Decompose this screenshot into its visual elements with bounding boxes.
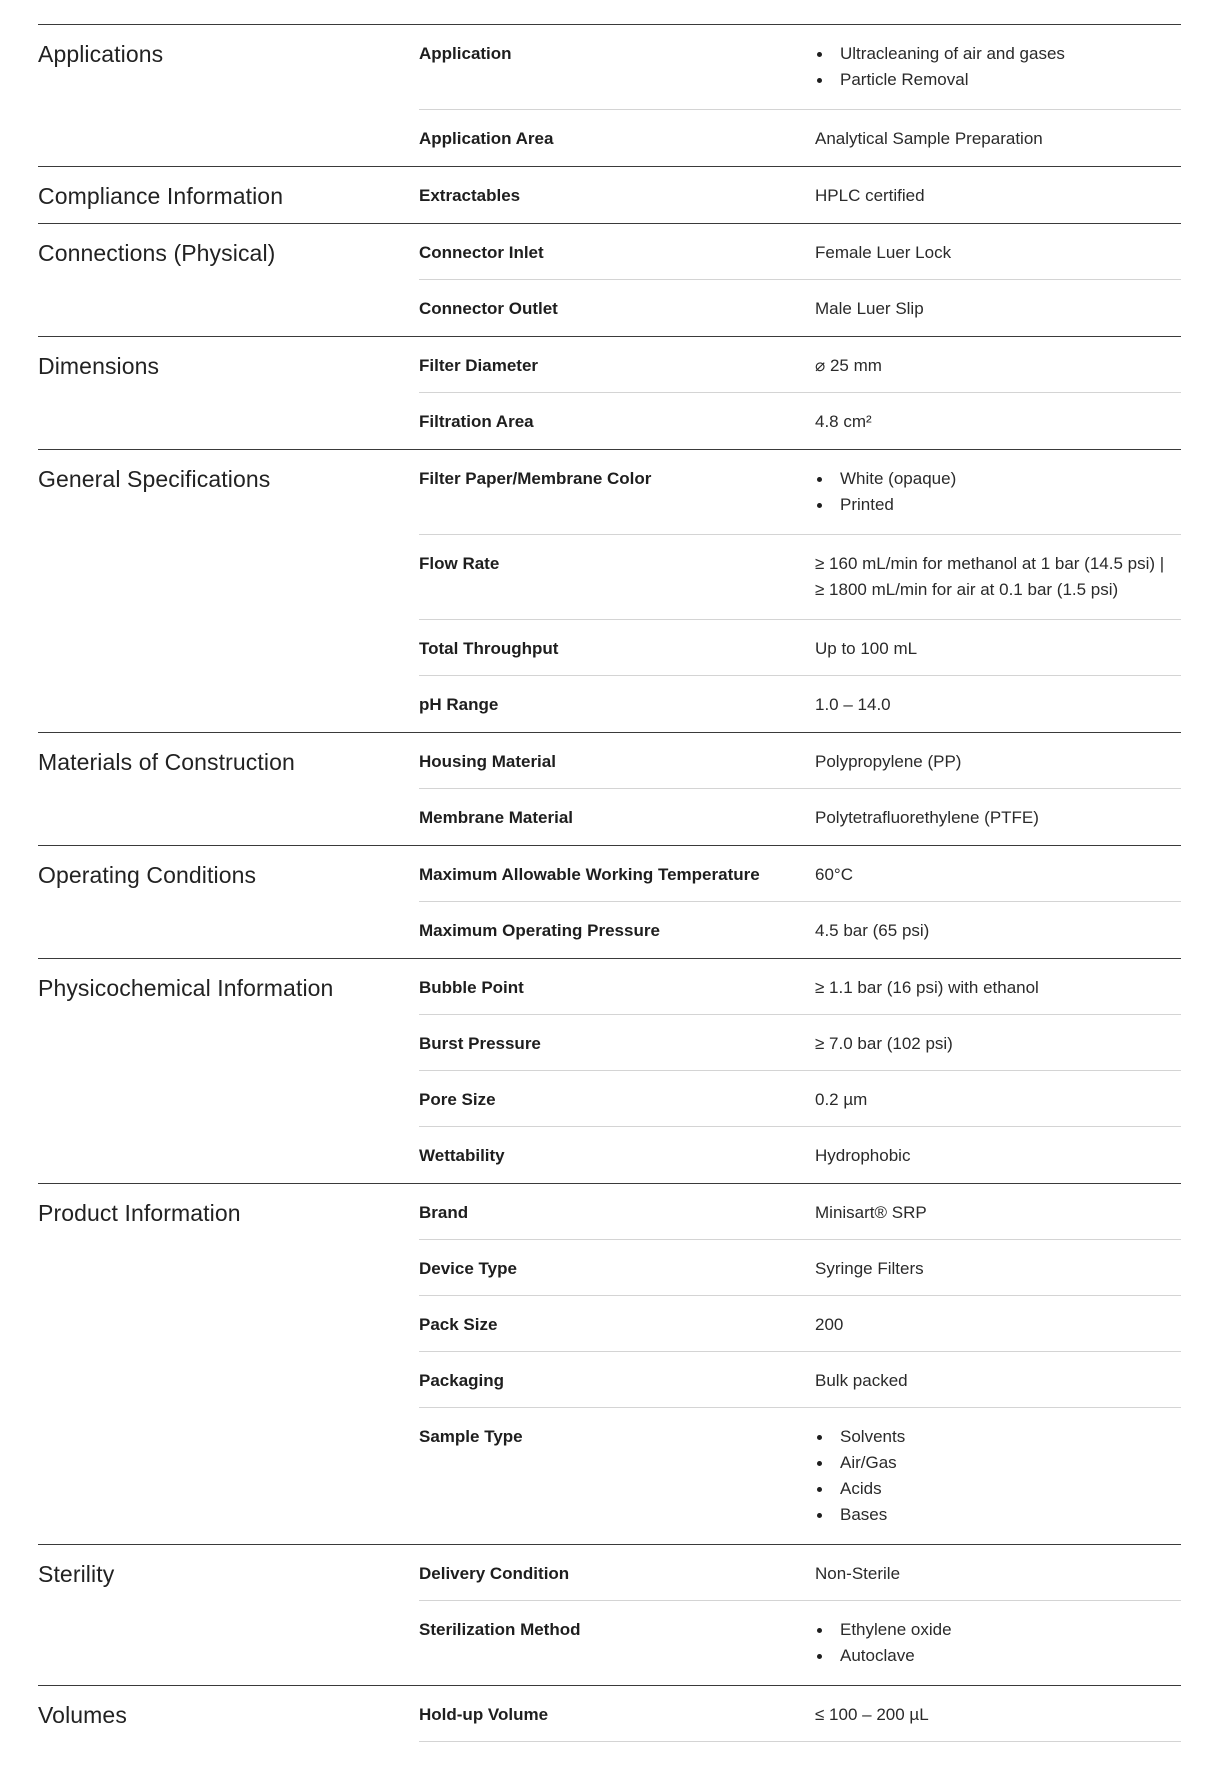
spec-value-list-item: Autoclave: [815, 1643, 1181, 1669]
spec-label: Extractables: [419, 186, 521, 205]
section-title: Dimensions: [38, 353, 160, 379]
section-rows: [419, 25, 1181, 166]
section-title: Compliance Information: [38, 183, 284, 209]
spec-value: Polypropylene (PP): [815, 752, 962, 771]
spec-value: Hydrophobic: [815, 1146, 911, 1165]
section-rows: [419, 337, 1181, 449]
spec-label: Wettability: [419, 1146, 505, 1165]
section-rows: [419, 450, 1181, 732]
spec-value-list-item: Ethylene oxide: [815, 1617, 1181, 1643]
spec-row-pack-size: [419, 1296, 1181, 1352]
spec-row-connector-outlet: [419, 280, 1181, 336]
spec-section-applications: [38, 25, 1181, 167]
spec-row-filter-paper-membrane-color: [419, 450, 1181, 535]
section-title: Connections (Physical): [38, 240, 276, 266]
spec-row-wettability: [419, 1127, 1181, 1183]
spec-label: Device Type: [419, 1259, 517, 1278]
spec-row-extractables: [419, 167, 1181, 223]
section-title: Product Information: [38, 1200, 241, 1226]
section-title: Applications: [38, 41, 164, 67]
spec-value: Male Luer Slip: [815, 299, 924, 318]
spec-value: ≥ 1.1 bar (16 psi) with ethanol: [815, 978, 1039, 997]
spec-row-burst-pressure: [419, 1015, 1181, 1071]
spec-value: 1.0 – 14.0: [815, 695, 891, 714]
spec-value-line: ≥ 160 mL/min for methanol at 1 bar (14.5 psi) |: [815, 554, 1165, 573]
spec-row-application: [419, 25, 1181, 110]
spec-value: Polytetrafluorethylene (PTFE): [815, 808, 1039, 827]
spec-value-list-item: Particle Removal: [815, 67, 1181, 93]
spec-label: Filter Paper/Membrane Color: [419, 469, 652, 488]
spec-row-maximum-operating-pressure: [419, 902, 1181, 958]
spec-value: 60°C: [815, 865, 853, 884]
spec-value: Syringe Filters: [815, 1259, 924, 1278]
spec-section-product-information: [38, 1184, 1181, 1545]
spec-section-volumes: [38, 1686, 1181, 1742]
section-rows: [419, 959, 1181, 1183]
spec-value-list: [815, 466, 1181, 518]
spec-value-list-item: Printed: [815, 492, 1181, 518]
spec-label: Connector Outlet: [419, 299, 558, 318]
spec-value: Bulk packed: [815, 1371, 908, 1390]
spec-value-list-item: Ultracleaning of air and gases: [815, 41, 1181, 67]
spec-value-list: [815, 1617, 1181, 1669]
spec-row-pore-size: [419, 1071, 1181, 1127]
spec-section-materials-of-construction: [38, 733, 1181, 846]
spec-label: Application Area: [419, 129, 554, 148]
section-rows: [419, 224, 1181, 336]
spec-label: Pack Size: [419, 1315, 498, 1334]
spec-label: Maximum Allowable Working Temperature: [419, 865, 760, 884]
spec-value: HPLC certified: [815, 186, 925, 205]
section-rows: [419, 733, 1181, 845]
section-rows: [419, 1545, 1181, 1685]
spec-label: Total Throughput: [419, 639, 559, 658]
spec-row-device-type: [419, 1240, 1181, 1296]
section-rows: [419, 1686, 1181, 1742]
section-rows: [419, 167, 1181, 223]
spec-label: Maximum Operating Pressure: [419, 921, 660, 940]
spec-label: Connector Inlet: [419, 243, 544, 262]
spec-label: Burst Pressure: [419, 1034, 541, 1053]
spec-section-dimensions: [38, 337, 1181, 450]
spec-row-sample-type: [419, 1408, 1181, 1544]
section-rows: [419, 1184, 1181, 1544]
spec-value: Non-Sterile: [815, 1564, 901, 1583]
specifications-table: [38, 24, 1181, 1742]
spec-row-packaging: [419, 1352, 1181, 1408]
spec-row-delivery-condition: [419, 1545, 1181, 1601]
section-title: Materials of Construction: [38, 749, 295, 775]
spec-value: 0.2 µm: [815, 1090, 868, 1109]
section-title: Physicochemical Information: [38, 975, 334, 1001]
spec-section-operating-conditions: [38, 846, 1181, 959]
spec-value-list-item: White (opaque): [815, 466, 1181, 492]
spec-value: Minisart® SRP: [815, 1203, 927, 1222]
spec-label: pH Range: [419, 695, 499, 714]
spec-label: Pore Size: [419, 1090, 496, 1109]
spec-row-flow-rate: [419, 535, 1181, 620]
spec-value: [815, 1617, 1181, 1669]
section-rows: [419, 846, 1181, 958]
spec-value: 4.8 cm²: [815, 412, 872, 431]
spec-row-membrane-material: [419, 789, 1181, 845]
spec-row-brand: [419, 1184, 1181, 1240]
spec-value: [815, 1424, 1181, 1528]
spec-label: Sample Type: [419, 1427, 523, 1446]
spec-row-connector-inlet: [419, 224, 1181, 280]
spec-value: [815, 551, 1181, 603]
spec-label: Sterilization Method: [419, 1620, 581, 1639]
spec-label: Bubble Point: [419, 978, 524, 997]
spec-row-application-area: [419, 110, 1181, 166]
spec-label: Filter Diameter: [419, 356, 539, 375]
spec-value-list-item: Air/Gas: [815, 1450, 1181, 1476]
spec-label: Hold-up Volume: [419, 1705, 549, 1724]
spec-row-ph-range: [419, 676, 1181, 732]
spec-row-housing-material: [419, 733, 1181, 789]
spec-section-connections-physical: [38, 224, 1181, 337]
spec-label: Housing Material: [419, 752, 556, 771]
spec-label: Packaging: [419, 1371, 505, 1390]
spec-value: Analytical Sample Preparation: [815, 129, 1043, 148]
spec-row-bubble-point: [419, 959, 1181, 1015]
spec-section-physicochemical-information: [38, 959, 1181, 1184]
spec-value: ≥ 7.0 bar (102 psi): [815, 1034, 953, 1053]
spec-section-compliance-information: [38, 167, 1181, 224]
spec-section-sterility: [38, 1545, 1181, 1686]
spec-value-list: [815, 1424, 1181, 1528]
spec-value: 200: [815, 1315, 844, 1334]
spec-value-list-item: Acids: [815, 1476, 1181, 1502]
section-title: Volumes: [38, 1702, 127, 1728]
spec-value: ≤ 100 – 200 µL: [815, 1705, 929, 1724]
spec-label: Flow Rate: [419, 554, 500, 573]
spec-row-maximum-allowable-working-temperature: [419, 846, 1181, 902]
spec-label: Membrane Material: [419, 808, 573, 827]
spec-row-sterilization-method: [419, 1601, 1181, 1685]
spec-label: Brand: [419, 1203, 469, 1222]
spec-section-general-specifications: [38, 450, 1181, 733]
spec-value-list-item: Solvents: [815, 1424, 1181, 1450]
spec-row-filter-diameter: [419, 337, 1181, 393]
spec-row-filtration-area: [419, 393, 1181, 449]
section-title: Sterility: [38, 1561, 115, 1587]
spec-value: [815, 466, 1181, 518]
spec-row-total-throughput: [419, 620, 1181, 676]
spec-value-list: [815, 41, 1181, 93]
spec-label: Delivery Condition: [419, 1564, 570, 1583]
spec-label: Application: [419, 44, 512, 63]
spec-value: Female Luer Lock: [815, 243, 952, 262]
section-title: Operating Conditions: [38, 862, 257, 888]
spec-value: [815, 41, 1181, 93]
section-title: General Specifications: [38, 466, 271, 492]
spec-row-hold-up-volume: [419, 1686, 1181, 1742]
spec-value: ⌀ 25 mm: [815, 356, 882, 375]
spec-value: Up to 100 mL: [815, 639, 918, 658]
spec-value-line: ≥ 1800 mL/min for air at 0.1 bar (1.5 psi): [815, 580, 1119, 599]
spec-value: 4.5 bar (65 psi): [815, 921, 930, 940]
spec-value-list-item: Bases: [815, 1502, 1181, 1528]
spec-label: Filtration Area: [419, 412, 534, 431]
